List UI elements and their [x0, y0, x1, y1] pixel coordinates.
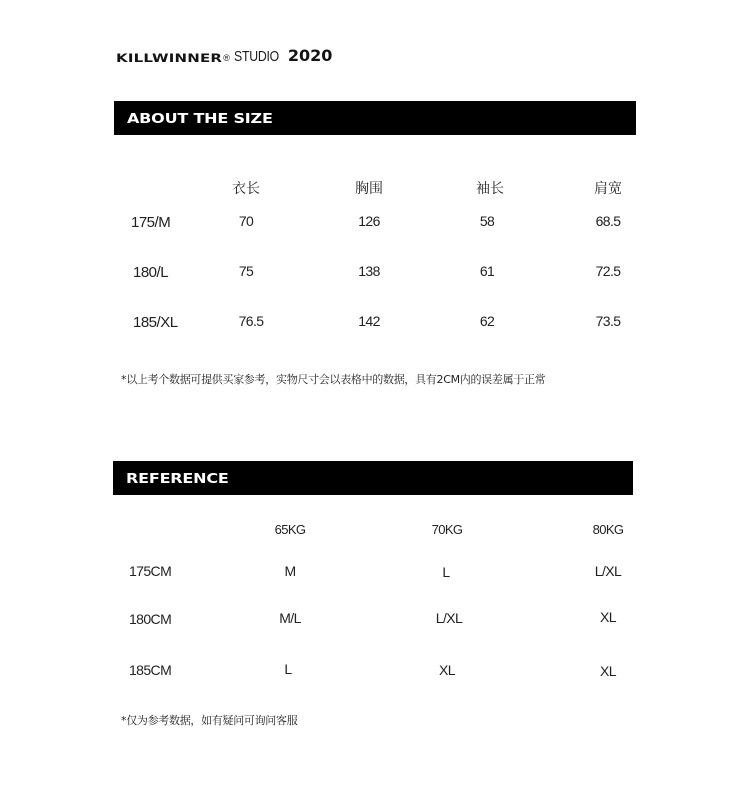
reference-cell: XL	[600, 663, 616, 679]
brand-header	[116, 46, 332, 68]
size-cell: 61	[479, 263, 495, 279]
size-row-label: 185/XL	[133, 314, 178, 331]
size-row-label: 180/L	[133, 264, 169, 281]
reference-row-label: 175CM	[129, 563, 172, 579]
reference-section-header	[113, 461, 633, 495]
size-cell: 70	[238, 213, 254, 229]
size-col-header: 衣长	[232, 181, 260, 197]
registered-mark: ®	[223, 53, 230, 63]
size-cell: 58	[479, 213, 495, 229]
size-note: *以上考个数据可提供买家参考，实物尺寸会以表格中的数据，具有2CM内的误差属于正常	[121, 373, 546, 386]
size-cell: 75	[238, 263, 254, 279]
reference-cell: L	[442, 564, 450, 580]
size-col-header: 肩宽	[594, 181, 622, 197]
size-cell: 68.5	[595, 213, 621, 229]
reference-row-label: 180CM	[129, 611, 172, 627]
size-cell: 126	[358, 213, 380, 229]
reference-col-header: 80KG	[592, 522, 624, 537]
reference-cell: XL	[600, 609, 616, 625]
size-cell: 142	[358, 313, 380, 329]
size-cell: 72.5	[595, 263, 621, 279]
reference-cell: L	[284, 661, 292, 677]
reference-cell: M	[284, 563, 296, 579]
brand-year: 2020	[287, 46, 333, 65]
brand-name: KILLWINNER	[116, 50, 223, 65]
reference-cell: L/XL	[435, 610, 463, 626]
size-col-header: 胸围	[355, 181, 383, 197]
size-col-header: 袖长	[476, 181, 504, 197]
reference-cell: L/XL	[594, 563, 622, 579]
reference-row-label: 185CM	[129, 662, 172, 678]
size-section-title: ABOUT THE SIZE	[127, 110, 273, 127]
reference-cell: M/L	[279, 610, 301, 626]
size-cell: 138	[358, 263, 380, 279]
size-cell: 62	[479, 313, 495, 329]
reference-col-header: 65KG	[274, 522, 306, 537]
size-row-label: 175/M	[131, 214, 171, 231]
size-cell: 76.5	[238, 313, 264, 329]
size-section-header	[114, 101, 636, 135]
brand-studio: STUDIO	[233, 48, 279, 65]
size-cell: 73.5	[595, 313, 621, 329]
reference-cell: XL	[439, 662, 455, 678]
reference-section-title: REFERENCE	[126, 470, 229, 487]
reference-col-header: 70KG	[431, 522, 463, 537]
reference-note: *仅为参考数据，如有疑问可询问客服	[121, 714, 298, 727]
